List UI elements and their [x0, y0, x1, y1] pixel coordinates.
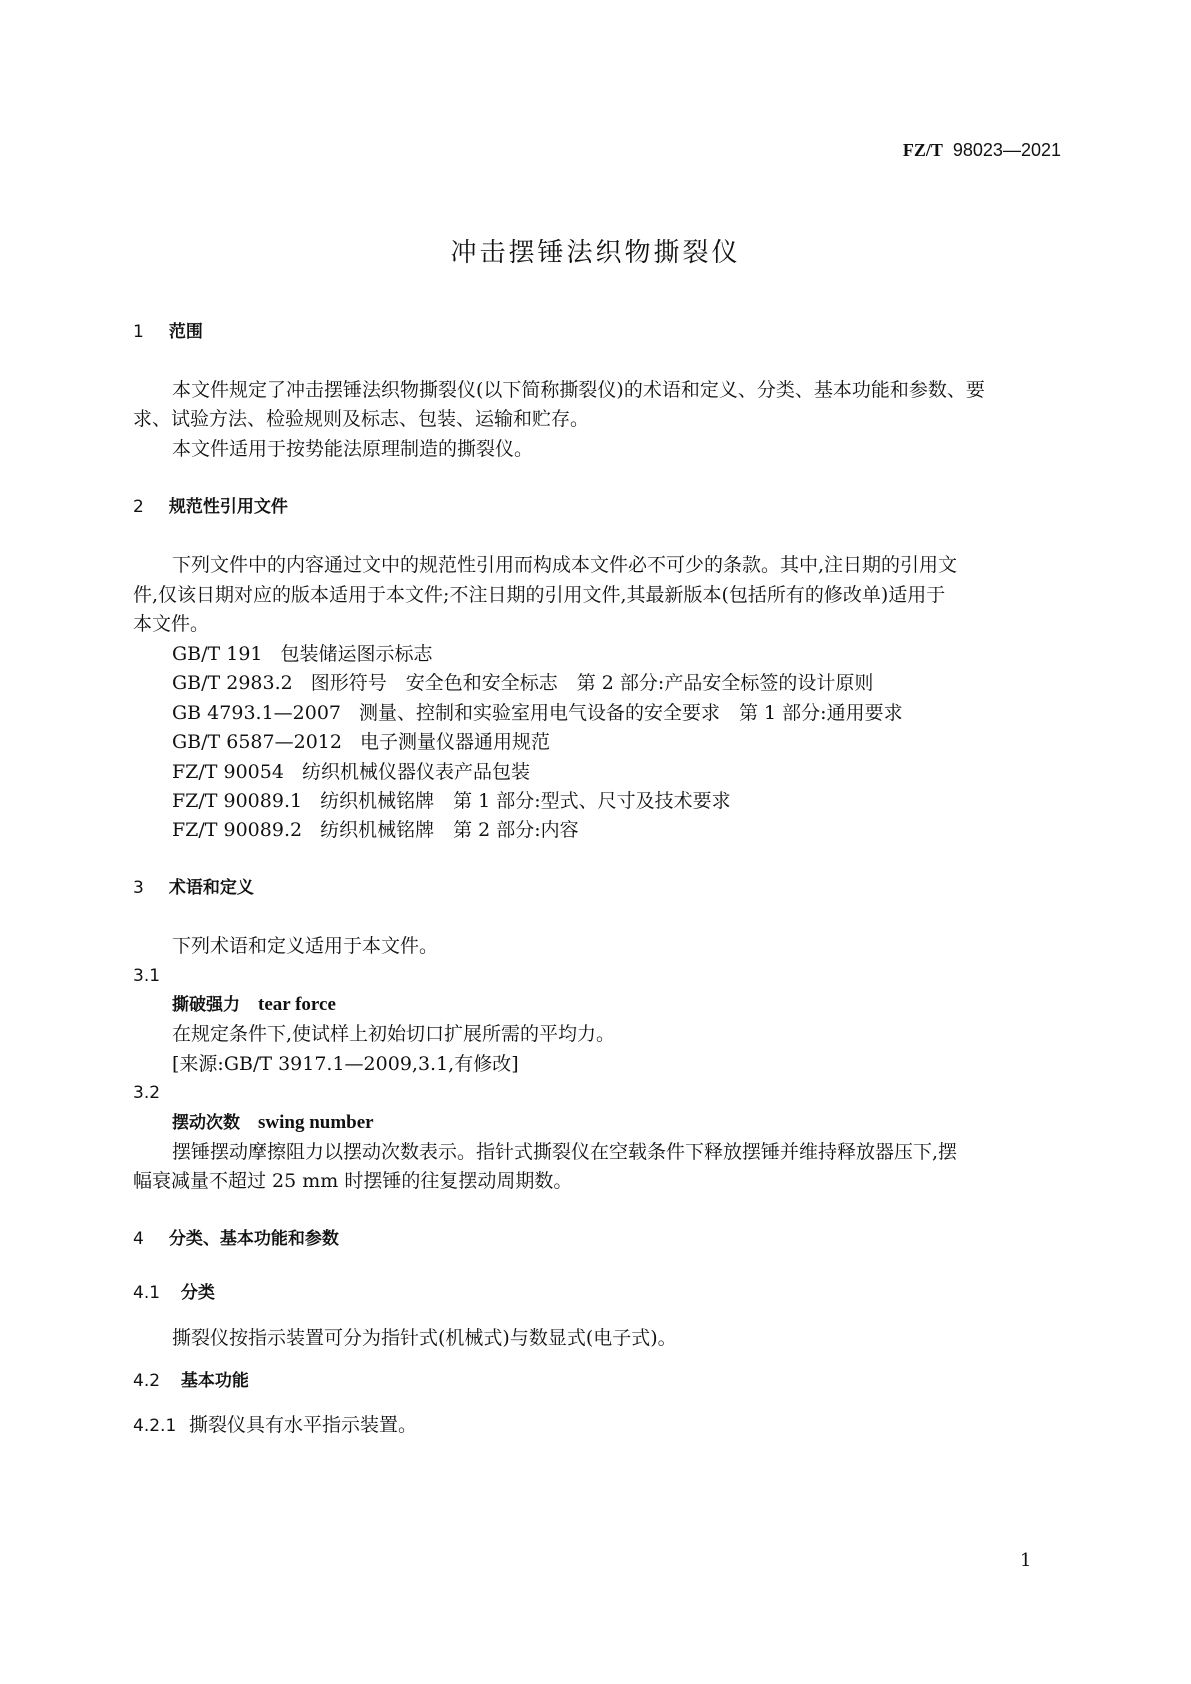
paragraph-line: 下列术语和定义适用于本文件。: [172, 935, 439, 957]
term-zh: 摆动次数: [172, 1113, 240, 1133]
reference-item: [172, 730, 550, 754]
section-4-heading: [133, 1227, 339, 1251]
term-name: [172, 993, 336, 1017]
clause-text: 撕裂仪具有水平指示装置。: [189, 1414, 418, 1436]
subsection-title: 分类: [180, 1283, 215, 1303]
reference-item: [172, 642, 433, 666]
section-title: 范围: [168, 322, 203, 342]
subsection-number: 4.2: [133, 1371, 161, 1391]
term-en: tear force: [258, 994, 336, 1015]
section-1-heading: [133, 320, 203, 344]
reference-title: 测量、控制和实验室用电气设备的安全要求 第 1 部分:通用要求: [359, 702, 903, 724]
term-number: 3.2: [133, 1083, 161, 1103]
reference-code: GB/T 6587—2012: [172, 731, 342, 753]
term-definition: 摆锤摆动摩擦阻力以摆动次数表示。指针式撕裂仪在空载条件下释放摆锤并维持释放器压下,摆: [172, 1141, 958, 1163]
paragraph-line: 件,仅该日期对应的版本适用于本文件;不注日期的引用文件,其最新版本(包括所有的修改单)适用于: [133, 584, 946, 606]
section-number: 2: [133, 497, 144, 517]
subsection-number: 4.1: [133, 1283, 161, 1303]
paragraph-line: 本文件规定了冲击摆锤法织物撕裂仪(以下简称撕裂仪)的术语和定义、分类、基本功能和参数、要: [172, 379, 985, 401]
reference-code: FZ/T 90089.2: [172, 819, 303, 841]
section-title: 分类、基本功能和参数: [168, 1229, 339, 1249]
term-name: [172, 1111, 374, 1135]
reference-title: 纺织机械铭牌 第 1 部分:型式、尺寸及技术要求: [320, 790, 731, 812]
page-number: 1: [1020, 1550, 1032, 1571]
section-title: 术语和定义: [168, 878, 254, 898]
document-title: 冲击摆锤法织物撕裂仪: [450, 238, 741, 268]
standard-number: 98023—2021: [952, 140, 1061, 160]
paragraph-line: 求、试验方法、检验规则及标志、包装、运输和贮存。: [133, 408, 590, 430]
standard-code: [903, 140, 1061, 161]
reference-title: 纺织机械铭牌 第 2 部分:内容: [320, 819, 579, 841]
subsection-title: 基本功能: [180, 1371, 249, 1391]
section-2-heading: [133, 495, 288, 519]
subsection-4-2-heading: [133, 1369, 249, 1393]
paragraph-line: 本文件适用于按势能法原理制造的撕裂仪。: [172, 438, 534, 460]
term-definition: 幅衰减量不超过 25 mm 时摆锤的往复摆动周期数。: [133, 1170, 573, 1192]
subsection-4-1-heading: [133, 1281, 215, 1305]
reference-title: 电子测量仪器通用规范: [359, 731, 550, 753]
reference-item: [172, 760, 530, 784]
reference-item: [172, 671, 873, 695]
paragraph-line: 撕裂仪按指示装置可分为指针式(机械式)与数显式(电子式)。: [172, 1327, 677, 1349]
reference-code: GB 4793.1—2007: [172, 702, 342, 724]
reference-item: [172, 701, 903, 725]
reference-item: [172, 818, 579, 842]
reference-title: 图形符号 安全色和安全标志 第 2 部分:产品安全标签的设计原则: [310, 672, 874, 694]
section-number: 1: [133, 322, 144, 342]
standard-prefix: FZ/T: [902, 140, 943, 160]
paragraph-line: 下列文件中的内容通过文中的规范性引用而构成本文件必不可少的条款。其中,注日期的引用文: [172, 554, 958, 576]
section-title: 规范性引用文件: [168, 497, 288, 517]
section-number: 3: [133, 878, 144, 898]
clause-number: 4.2.1: [133, 1416, 177, 1436]
reference-code: GB/T 2983.2: [172, 672, 293, 694]
reference-code: GB/T 191: [172, 643, 263, 665]
reference-code: FZ/T 90054: [172, 761, 284, 783]
clause-4-2-1: [133, 1413, 417, 1438]
term-en: swing number: [258, 1112, 374, 1133]
term-source: [来源:GB/T 3917.1—2009,3.1,有修改]: [172, 1053, 519, 1075]
reference-title: 纺织机械仪器仪表产品包装: [301, 761, 530, 783]
section-number: 4: [133, 1229, 144, 1249]
section-3-heading: [133, 876, 254, 900]
paragraph-line: 本文件。: [133, 613, 210, 635]
reference-title: 包装储运图示标志: [280, 643, 433, 665]
term-definition: 在规定条件下,使试样上初始切口扩展所需的平均力。: [172, 1023, 616, 1045]
reference-code: FZ/T 90089.1: [172, 790, 303, 812]
term-zh: 撕破强力: [172, 995, 240, 1015]
term-number: 3.1: [133, 966, 161, 986]
reference-item: [172, 789, 731, 813]
